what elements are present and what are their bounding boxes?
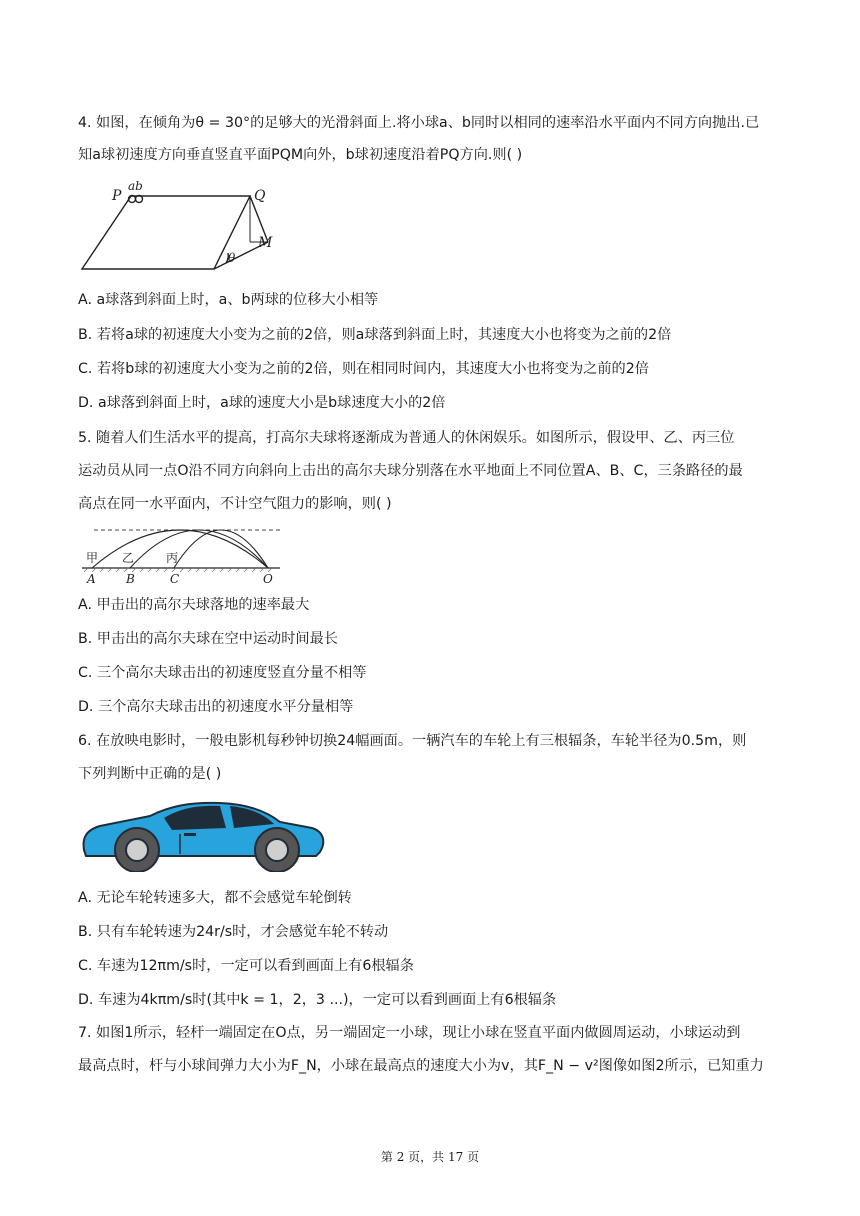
q4-option-c: C. 若将b球的初速度大小变为之前的2倍，则在相同时间内，其速度大小也将变为之前的2倍 xyxy=(78,361,649,377)
trajectory-bing xyxy=(174,530,268,568)
car-hub-front xyxy=(126,839,148,861)
q6-option-d: D. 车速为4kπm/s时(其中k = 1，2，3 ...)，一定可以看到画面上有6根辐条 xyxy=(78,992,557,1008)
label-theta: θ xyxy=(228,251,236,265)
q5-option-b: B. 甲击出的高尔夫球在空中运动时间最长 xyxy=(78,631,338,647)
q5-golf-figure xyxy=(80,524,286,586)
page-footer: 第 2 页，共 17 页 xyxy=(380,1150,480,1164)
label-p: P xyxy=(112,188,122,204)
q6-option-b: B. 只有车轮转速为24r/s时，才会感觉车轮不转动 xyxy=(78,924,389,940)
q6-car-figure xyxy=(80,800,326,872)
q4-incline-figure xyxy=(78,178,288,274)
label-b: B xyxy=(126,572,135,586)
q5-stem-line-1: 5. 随着人们生活水平的提高，打高尔夫球将逐渐成为普通人的休闲娱乐。如图所示，假设甲、乙、丙三位 xyxy=(78,430,735,446)
label-o: O xyxy=(263,572,273,586)
q5-option-d: D. 三个高尔夫球击出的初速度水平分量相等 xyxy=(78,699,354,715)
trajectory-jia xyxy=(92,530,268,568)
q5-stem-line-2: 运动员从同一点O沿不同方向斜向上击出的高尔夫球分别落在水平地面上不同位置A、B、C，三条路径的最 xyxy=(78,463,743,479)
q6-stem-line-1: 6. 在放映电影时，一般电影机每秒钟切换24幅画面。一辆汽车的车轮上有三根辐条，车轮半径为0.5m，则 xyxy=(78,733,747,749)
incline-plane xyxy=(82,196,250,269)
label-a: A xyxy=(87,572,96,586)
q7-stem-line-1: 7. 如图1所示，轻杆一端固定在O点，另一端固定一小球，现让小球在竖直平面内做圆周运动，小球运动到 xyxy=(78,1025,741,1041)
label-bing: 丙 xyxy=(166,551,179,565)
q4-option-a: A. a球落到斜面上时，a、b两球的位移大小相等 xyxy=(78,292,379,308)
q5-option-a: A. 甲击出的高尔夫球落地的速率最大 xyxy=(78,597,310,613)
trajectory-yi xyxy=(130,530,268,568)
q4-stem-line-1: 4. 如图，在倾角为θ = 30°的足够大的光滑斜面上.将小球a、b同时以相同的速率沿水平面内不同方向抛出.已 xyxy=(78,115,760,131)
q6-option-a: A. 无论车轮转速多大，都不会感觉车轮倒转 xyxy=(78,890,352,906)
q6-stem-line-2: 下列判断中正确的是( ) xyxy=(78,766,222,782)
q5-option-c: C. 三个高尔夫球击出的初速度竖直分量不相等 xyxy=(78,665,367,681)
label-c: C xyxy=(170,572,180,586)
label-yi: 乙 xyxy=(122,551,135,565)
label-m: M xyxy=(258,235,273,251)
door-handle xyxy=(184,833,196,836)
q7-stem-line-2: 最高点时，杆与小球间弹力大小为F_N，小球在最高点的速度大小为v，其F_N − v²图像如图2所示，已知重力 xyxy=(78,1058,764,1074)
q4-option-b: B. 若将a球的初速度大小变为之前的2倍，则a球落到斜面上时，其速度大小也将变为之前的2倍 xyxy=(78,327,672,343)
label-q: Q xyxy=(254,188,266,204)
q5-stem-line-3: 高点在同一水平面内，不计空气阻力的影响，则( ) xyxy=(78,496,392,512)
q4-stem-line-2: 知a球初速度方向垂直竖直平面PQM向外，b球初速度沿着PQ方向.则( ) xyxy=(78,147,523,163)
label-jia: 甲 xyxy=(86,551,99,565)
q6-option-c: C. 车速为12πm/s时，一定可以看到画面上有6根辐条 xyxy=(78,958,414,974)
label-ab: ab xyxy=(128,179,143,193)
car-hub-rear xyxy=(266,839,288,861)
q4-option-d: D. a球落到斜面上时，a球的速度大小是b球速度大小的2倍 xyxy=(78,395,446,411)
